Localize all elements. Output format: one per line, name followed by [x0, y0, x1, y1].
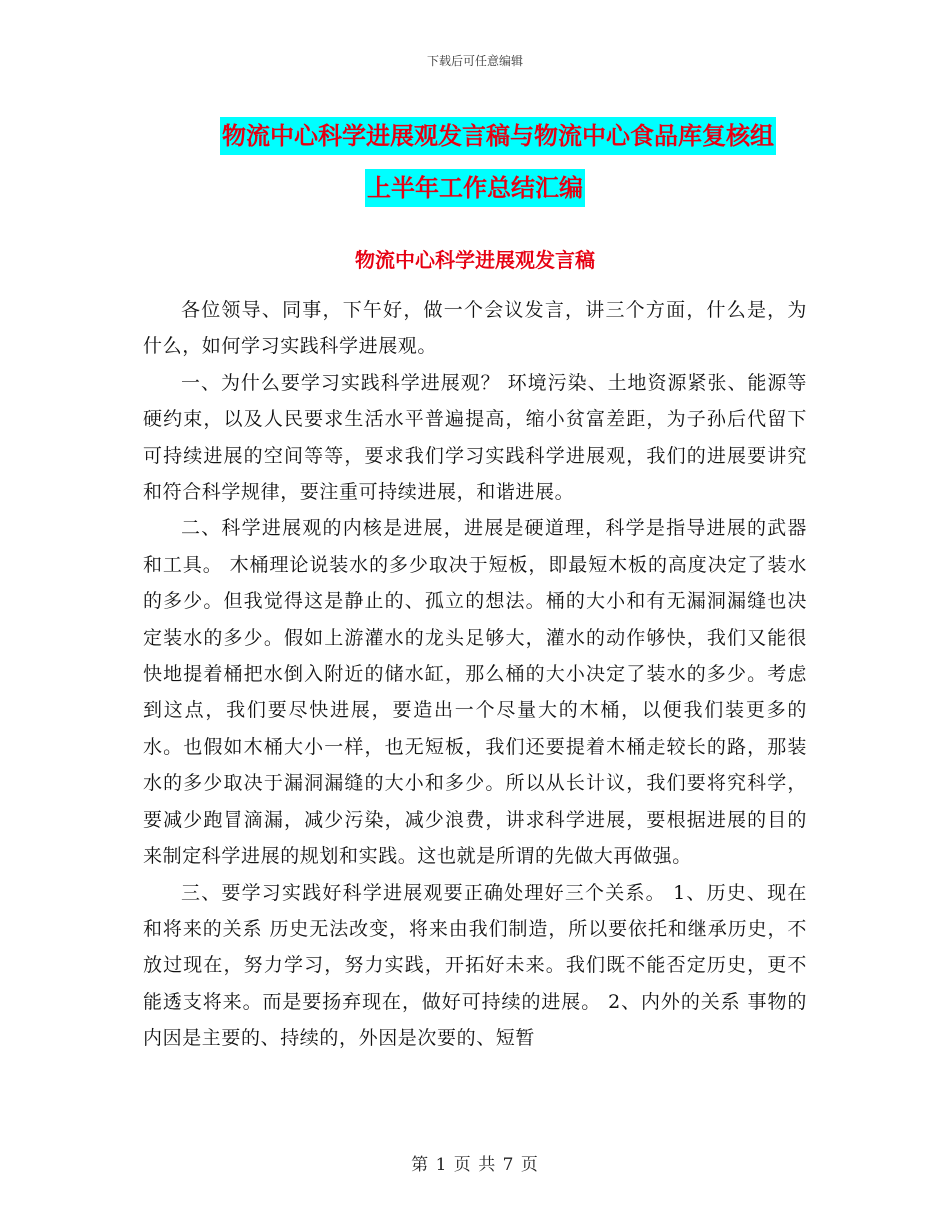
section-title: 物流中心科学进展观发言稿 [355, 248, 595, 272]
document-title-line-1: 物流中心科学进展观发言稿与物流中心食品库复核组 [220, 117, 776, 155]
paragraph-4: 三、要学习实践好科学进展观要正确处理好三个关系。 1、历史、现在和将来的关系 历史无法改变，将来由我们制造，所以要依托和继承历史，不放过现在，努力学习，努力实践，开拓好未来。我们既不能否定历史，更不能透支将来。而是要扬弃现在，做好可持续的进展。 2、内外的关系 事物的内因是主要的、持续的，外因是次要的、短暂 [143, 881, 807, 1050]
document-title [0, 110, 950, 214]
paragraph-2: 一、为什么要学习实践科学进展观？ 环境污染、土地资源紧张、能源等硬约束，以及人民要求生活水平普遍提高，缩小贫富差距，为子孙后代留下可持续进展的空间等等，要求我们学习实践科学进展观，我们的进展要讲究和符合科学规律，要注重可持续进展，和谐进展。 [143, 371, 807, 504]
paragraph-3: 二、科学进展观的内核是进展，进展是硬道理，科学是指导进展的武器和工具。 木桶理论说装水的多少取决于短板，即最短木板的高度决定了装水的多少。但我觉得这是静止的、孤立的想法。桶的大小和有无漏洞漏缝也决定装水的多少。假如上游灌水的龙头足够大，灌水的动作够快，我们又能很快地提着桶把水倒入附近的储水缸，那么桶的大小决定了装水的多少。考虑到这点，我们要尽快进展，要造出一个尽量大的木桶，以便我们装更多的水。也假如木桶大小一样，也无短板，我们还要提着木桶走较长的路，那装水的多少取决于漏洞漏缝的大小和多少。所以从长计议，我们要将究科学，要减少跑冒滴漏，减少污染，减少浪费，讲求科学进展，要根据进展的目的来制定科学进展的规划和实践。这也就是所谓的先做大再做强。 [143, 517, 807, 868]
header-note: 下载后可任意编辑 [426, 54, 523, 68]
body-text [143, 292, 807, 1057]
document-title-line-2: 上半年工作总结汇编 [365, 169, 585, 207]
page-number-footer: 第 1 页 共 7 页 [411, 1155, 539, 1175]
paragraph-1: 各位领导、同事，下午好，做一个会议发言，讲三个方面，什么是，为什么，如何学习实践科学进展观。 [143, 299, 807, 358]
